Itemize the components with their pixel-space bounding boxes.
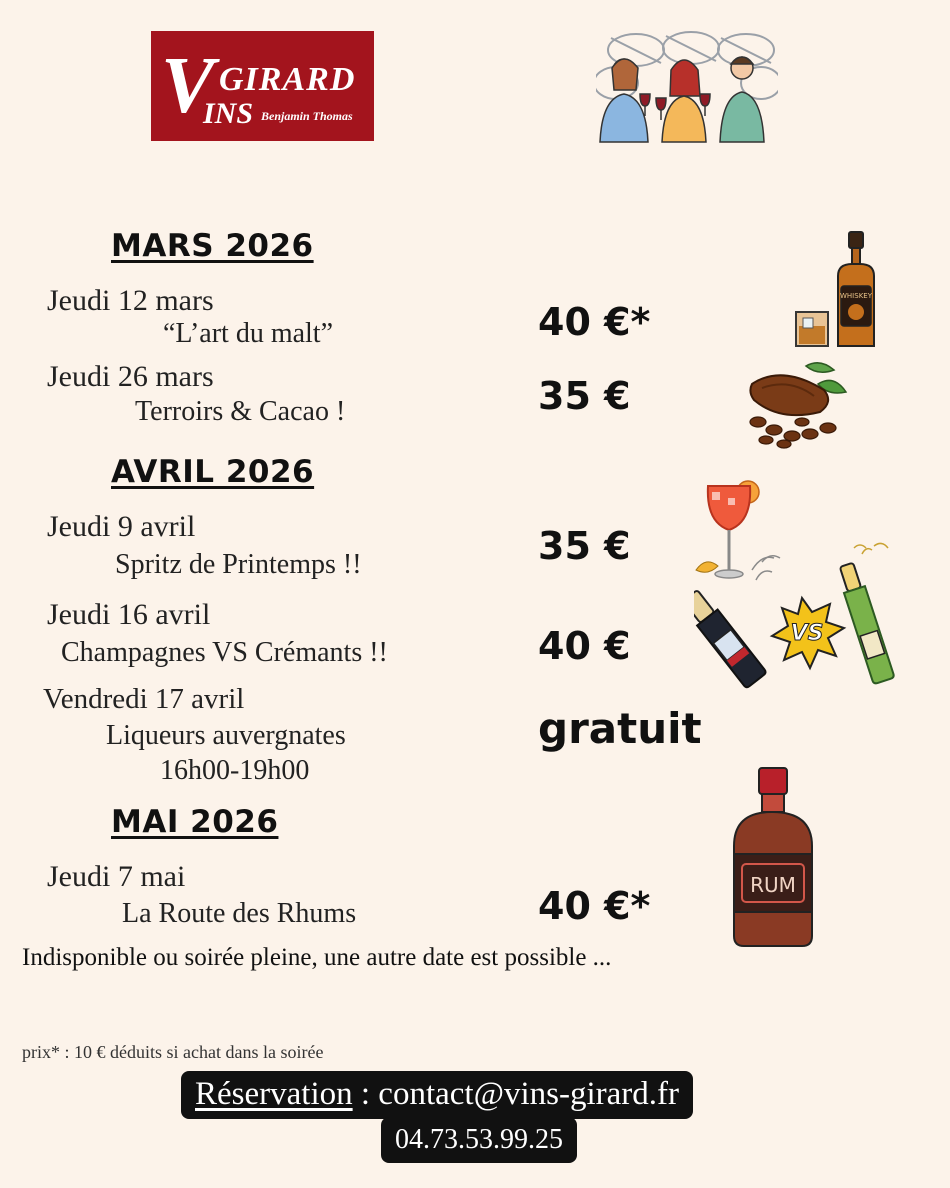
availability-note: Indisponible ou soirée pleine, une autre date est possible ... <box>22 944 612 971</box>
people-toasting-wine-icon <box>596 28 778 144</box>
event-theme: Terroirs & Cacao ! <box>135 396 346 427</box>
vins-girard-logo <box>151 31 374 141</box>
event-theme: Champagnes VS Crémants !! <box>61 637 388 668</box>
event-date: Jeudi 12 mars <box>47 284 214 317</box>
logo-girard: GIRARD <box>219 61 356 98</box>
event-price: 35 € <box>538 524 631 568</box>
event-date: Jeudi 16 avril <box>47 598 211 631</box>
reservation-label: Réservation <box>195 1076 353 1112</box>
event-price: 40 €* <box>538 884 651 928</box>
cacao-pod-icon <box>744 358 848 450</box>
event-price: 35 € <box>538 374 631 418</box>
whiskey-label: WHISKEY <box>840 292 872 300</box>
event-theme: La Route des Rhums <box>122 898 357 929</box>
event-date: Jeudi 9 avril <box>47 510 196 543</box>
event-date: Vendredi 17 avril <box>43 683 245 715</box>
logo-owner: Benjamin Thomas <box>261 109 353 123</box>
logo-ins: INS <box>203 97 254 130</box>
reservation-phone[interactable] <box>381 1117 577 1163</box>
reservation-email-link[interactable]: contact@vins-girard.fr <box>378 1076 679 1112</box>
rum-label: RUM <box>750 873 796 897</box>
reservation-banner <box>181 1071 693 1119</box>
phone-number: 04.73.53.99.25 <box>395 1124 563 1155</box>
price-footnote: prix* : 10 € déduits si achat dans la soirée <box>22 1042 324 1062</box>
event-date: Jeudi 7 mai <box>47 860 186 893</box>
event-theme: Liqueurs auvergnates <box>106 720 346 751</box>
event-date: Jeudi 26 mars <box>47 360 214 393</box>
event-price: gratuit <box>538 704 702 753</box>
whiskey-bottle-icon <box>794 230 884 352</box>
rum-bottle-icon <box>726 766 820 950</box>
event-price: 40 €* <box>538 300 651 344</box>
vs-label: VS <box>790 621 824 646</box>
month-heading-mai: MAI 2026 <box>111 804 279 840</box>
event-theme: Spritz de Printemps !! <box>115 549 362 580</box>
reservation-separator: : <box>352 1076 379 1112</box>
month-heading-avril: AVRIL 2026 <box>111 454 315 490</box>
event-theme: “L’art du malt” <box>163 318 334 349</box>
champagne-vs-cremant-icon <box>694 540 904 690</box>
event-price: 40 € <box>538 624 631 668</box>
month-heading-mars: MARS 2026 <box>111 228 314 264</box>
event-hours: 16h00-19h00 <box>160 755 310 786</box>
logo-v: V <box>161 42 215 130</box>
